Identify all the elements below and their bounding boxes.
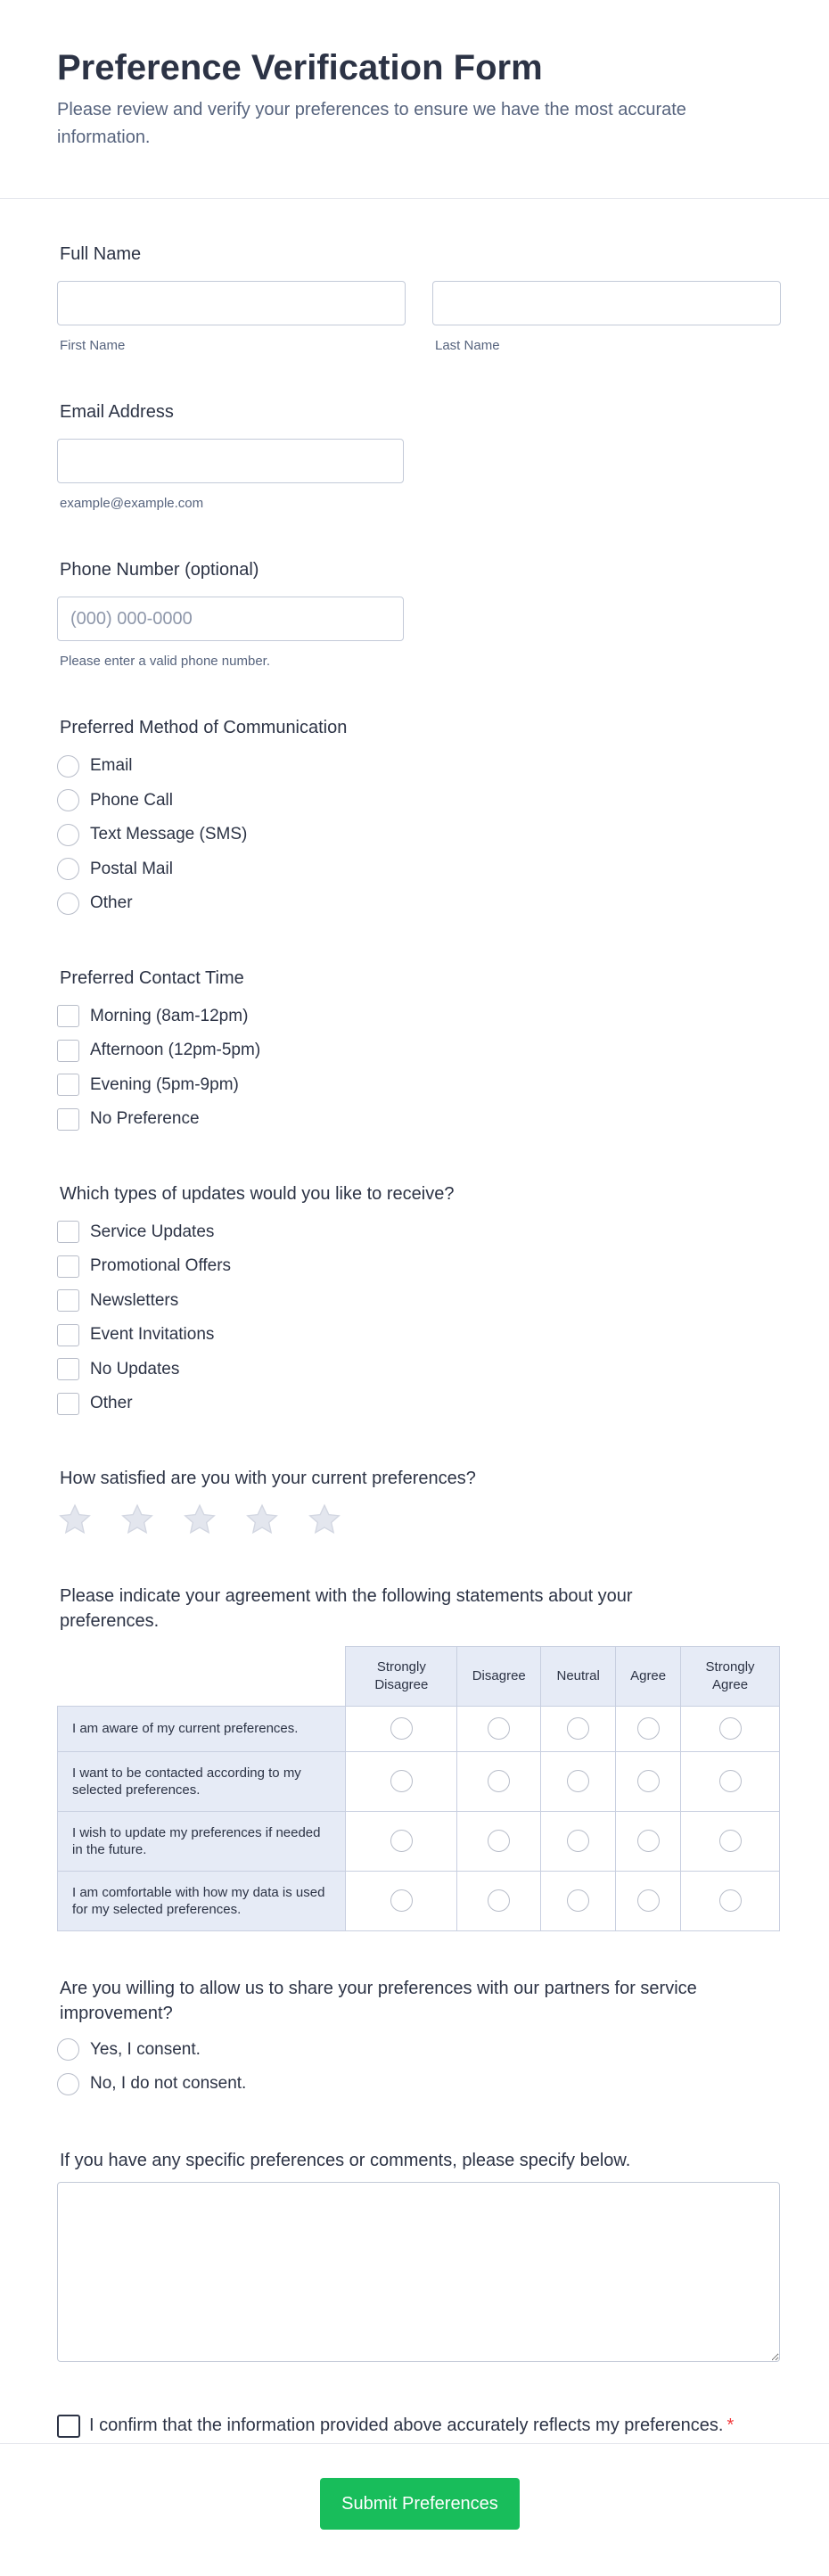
matrix-column-header: Disagree [457, 1646, 541, 1706]
communication-label: Preferred Method of Communication [60, 718, 348, 737]
email-field [57, 399, 772, 511]
radio-button[interactable] [390, 1889, 413, 1912]
phone-label: Phone Number (optional) [60, 560, 259, 580]
matrix-cell [346, 1751, 457, 1811]
checkbox[interactable] [57, 1005, 79, 1027]
star-icon[interactable] [182, 1502, 218, 1537]
matrix-row [58, 1751, 780, 1811]
matrix-row [58, 1706, 780, 1751]
updates-option[interactable] [57, 1284, 772, 1319]
contact-time-label: Preferred Contact Time [60, 967, 244, 988]
radio-button[interactable] [567, 1717, 589, 1740]
radio-button[interactable] [57, 789, 79, 811]
radio-button[interactable] [488, 1717, 510, 1740]
matrix-row [58, 1871, 780, 1930]
email-label: Email Address [60, 402, 174, 422]
communication-option[interactable] [57, 886, 772, 921]
form-content [0, 199, 829, 2438]
option-label: Email [90, 756, 133, 776]
comments-label: If you have any specific preferences or comments, please specify below. [60, 2150, 631, 2170]
matrix-cell [457, 1811, 541, 1871]
option-label: Other [90, 893, 133, 913]
last-name-sublabel: Last Name [435, 338, 500, 353]
matrix-cell [457, 1751, 541, 1811]
confirm-checkbox[interactable] [57, 2415, 80, 2438]
matrix-cell [457, 1871, 541, 1930]
contact-time-field [57, 966, 772, 1137]
radio-button[interactable] [719, 1770, 742, 1792]
radio-button[interactable] [390, 1770, 413, 1792]
radio-button[interactable] [567, 1889, 589, 1912]
matrix-corner [58, 1646, 346, 1706]
matrix-row-statement: I am aware of my current preferences. [58, 1706, 346, 1751]
contact-time-option[interactable] [57, 1102, 772, 1137]
matrix-cell [681, 1811, 780, 1871]
confirm-field [57, 2414, 752, 2438]
matrix-column-header: Neutral [541, 1646, 616, 1706]
radio-button[interactable] [637, 1889, 660, 1912]
checkbox[interactable] [57, 1221, 79, 1243]
updates-option[interactable] [57, 1387, 772, 1421]
communication-field [57, 715, 772, 921]
radio-button[interactable] [57, 2073, 79, 2095]
option-label: Evening (5pm-9pm) [90, 1074, 239, 1094]
full-name-label: Full Name [60, 244, 142, 264]
agreement-matrix-field [57, 1584, 772, 1931]
consent-option[interactable] [57, 2033, 772, 2068]
communication-option[interactable] [57, 852, 772, 887]
matrix-row [58, 1811, 780, 1871]
radio-button[interactable] [57, 755, 79, 778]
communication-option[interactable] [57, 749, 772, 784]
option-label: Newsletters [90, 1290, 179, 1310]
radio-button[interactable] [390, 1717, 413, 1740]
radio-button[interactable] [637, 1770, 660, 1792]
matrix-cell [457, 1706, 541, 1751]
radio-button[interactable] [57, 824, 79, 846]
radio-button[interactable] [637, 1717, 660, 1740]
radio-button[interactable] [57, 2038, 79, 2061]
satisfaction-label: How satisfied are you with your current preferences? [60, 1468, 476, 1488]
radio-button[interactable] [488, 1830, 510, 1852]
name-row [57, 281, 772, 353]
radio-button[interactable] [567, 1830, 589, 1852]
satisfaction-field [57, 1466, 772, 1537]
contact-time-option[interactable] [57, 1033, 772, 1068]
consent-label: Are you willing to allow us to share your preferences with our partners for service improvement? [60, 1978, 697, 2023]
form-footer [0, 2443, 829, 2576]
matrix-cell [541, 1871, 616, 1930]
matrix-cell [616, 1751, 681, 1811]
checkbox[interactable] [57, 1324, 79, 1346]
star-icon[interactable] [307, 1502, 342, 1537]
form-subtitle: Please review and verify your preferences to ensure we have the most accurate information. [57, 100, 686, 147]
communication-option[interactable] [57, 784, 772, 819]
matrix-cell [616, 1706, 681, 1751]
phone-input[interactable] [57, 597, 404, 641]
email-input[interactable] [57, 439, 404, 483]
full-name-field [57, 242, 772, 353]
first-name-sublabel: First Name [60, 338, 126, 353]
radio-button[interactable] [637, 1830, 660, 1852]
required-mark: * [726, 2415, 735, 2435]
phone-field [57, 557, 772, 669]
checkbox[interactable] [57, 1358, 79, 1380]
matrix-column-header: Strongly Disagree [346, 1646, 457, 1706]
checkbox[interactable] [57, 1074, 79, 1096]
option-label: Text Message (SMS) [90, 825, 248, 844]
checkbox[interactable] [57, 1040, 79, 1062]
checkbox[interactable] [57, 1255, 79, 1278]
updates-label: Which types of updates would you like to receive? [60, 1183, 455, 1204]
radio-button[interactable] [567, 1770, 589, 1792]
communication-option[interactable] [57, 818, 772, 852]
updates-option[interactable] [57, 1249, 772, 1284]
matrix-cell [541, 1706, 616, 1751]
radio-button[interactable] [57, 893, 79, 915]
matrix-label: Please indicate your agreement with the following statements about your preferences. [60, 1585, 633, 1631]
option-label: Afternoon (12pm-5pm) [90, 1041, 261, 1060]
matrix-cell [681, 1751, 780, 1811]
updates-option[interactable] [57, 1318, 772, 1353]
form-header [0, 0, 829, 199]
confirm-text [89, 2414, 734, 2438]
checkbox[interactable] [57, 1393, 79, 1415]
option-label: No Preference [90, 1109, 200, 1129]
checkbox[interactable] [57, 1289, 79, 1312]
updates-field [57, 1181, 772, 1421]
confirm-label: I confirm that the information provided above accurately reflects my preferences. [89, 2415, 724, 2435]
matrix-cell [346, 1871, 457, 1930]
contact-time-option[interactable] [57, 1000, 772, 1034]
option-label: No, I do not consent. [90, 2074, 247, 2094]
first-name-input[interactable] [57, 281, 406, 325]
radio-button[interactable] [719, 1830, 742, 1852]
radio-button[interactable] [488, 1889, 510, 1912]
option-label: Other [90, 1394, 133, 1413]
first-name-col [57, 281, 406, 353]
star-rating [57, 1502, 772, 1537]
option-label: No Updates [90, 1359, 180, 1379]
matrix-column-header: Strongly Agree [681, 1646, 780, 1706]
radio-button[interactable] [719, 1889, 742, 1912]
radio-button[interactable] [488, 1770, 510, 1792]
option-label: Postal Mail [90, 859, 173, 878]
matrix-cell [541, 1751, 616, 1811]
matrix-cell [541, 1811, 616, 1871]
star-icon[interactable] [119, 1502, 155, 1537]
matrix-cell [346, 1811, 457, 1871]
matrix-cell [616, 1871, 681, 1930]
matrix-cell [346, 1706, 457, 1751]
updates-option[interactable] [57, 1353, 772, 1387]
updates-option[interactable] [57, 1215, 772, 1250]
form-title: Preference Verification Form [57, 48, 543, 87]
option-label: Promotional Offers [90, 1256, 232, 1276]
submit-button[interactable]: Submit Preferences [320, 2478, 520, 2530]
radio-button[interactable] [390, 1830, 413, 1852]
option-label: Morning (8am-12pm) [90, 1006, 249, 1025]
radio-button[interactable] [719, 1717, 742, 1740]
contact-time-option[interactable] [57, 1068, 772, 1103]
last-name-input[interactable] [432, 281, 781, 325]
matrix-cell [616, 1811, 681, 1871]
matrix-row-statement: I am comfortable with how my data is used for my selected preferences. [58, 1871, 346, 1930]
option-label: Event Invitations [90, 1325, 215, 1345]
radio-button[interactable] [57, 858, 79, 880]
star-icon[interactable] [57, 1502, 93, 1537]
consent-option[interactable] [57, 2067, 772, 2102]
last-name-col [432, 281, 781, 353]
comments-textarea[interactable] [57, 2182, 780, 2362]
matrix-row-statement: I want to be contacted according to my selected preferences. [58, 1751, 346, 1811]
agreement-matrix [57, 1646, 780, 1931]
option-label: Phone Call [90, 790, 173, 810]
option-label: Service Updates [90, 1222, 215, 1241]
matrix-column-header: Agree [616, 1646, 681, 1706]
matrix-cell [681, 1706, 780, 1751]
matrix-row-statement: I wish to update my preferences if needed in the future. [58, 1811, 346, 1871]
checkbox[interactable] [57, 1108, 79, 1131]
matrix-cell [681, 1871, 780, 1930]
consent-field [57, 1976, 772, 2102]
comments-field [57, 2148, 772, 2362]
option-label: Yes, I consent. [90, 2039, 201, 2059]
star-icon[interactable] [244, 1502, 280, 1537]
phone-sublabel: Please enter a valid phone number. [60, 654, 270, 669]
email-sublabel: example@example.com [60, 496, 204, 511]
